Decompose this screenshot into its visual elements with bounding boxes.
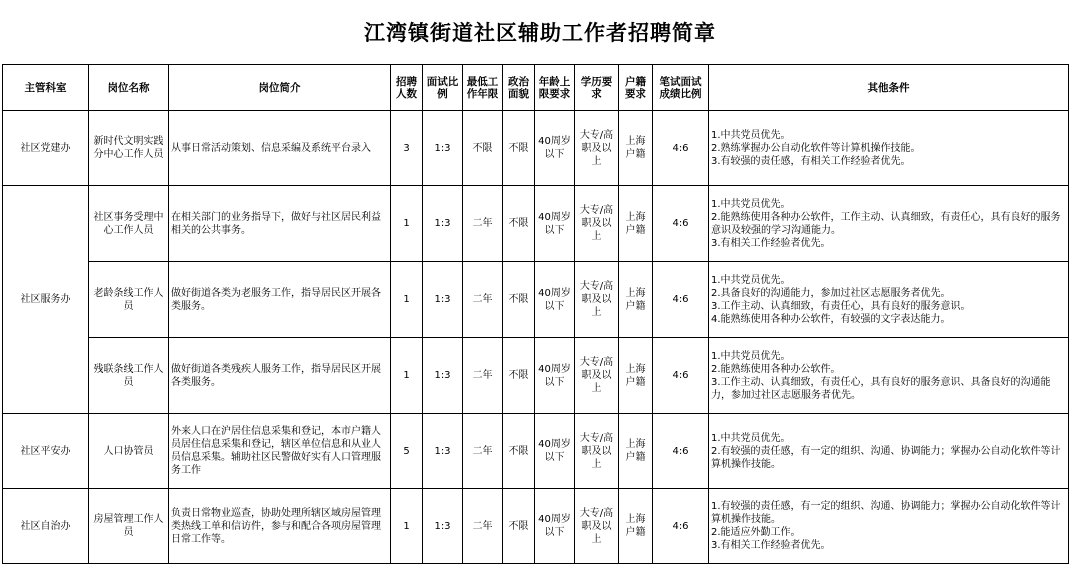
header-score: 笔试面试成绩比例 xyxy=(653,65,709,111)
politics-cell: 不限 xyxy=(503,262,535,338)
hukou-cell: 上海户籍 xyxy=(619,414,653,489)
table-row xyxy=(3,414,1069,489)
condition-line: 3.工作主动、认真细致，有责任心，具有良好的服务意识。 xyxy=(711,300,971,312)
header-dept: 主管科室 xyxy=(3,65,89,111)
condition-line: 3.有相关工作经验者优先。 xyxy=(711,540,831,551)
conditions-cell xyxy=(709,338,1069,414)
dept-cell: 社区党建办 xyxy=(3,111,89,186)
conditions-cell xyxy=(709,414,1069,489)
header-other: 其他条件 xyxy=(709,65,1069,111)
condition-line: 1.中共党员优先。 xyxy=(711,350,791,362)
conditions-cell xyxy=(709,111,1069,186)
count-cell: 5 xyxy=(391,414,423,489)
hukou-cell: 上海户籍 xyxy=(619,186,653,262)
edu-cell: 大专/高职及以上 xyxy=(575,262,619,338)
hukou-cell: 上海户籍 xyxy=(619,489,653,564)
header-years: 最低工作年限 xyxy=(463,65,503,111)
post-cell: 社区事务受理中心工作人员 xyxy=(89,186,169,262)
score-cell: 4:6 xyxy=(653,338,709,414)
condition-line: 3.有较强的责任感，有相关工作经验者优先。 xyxy=(711,155,911,167)
condition-line: 2.能熟练使用各种办公软件，工作主动、认真细致，有责任心，具有良好的服务意识及较强的学习沟通能力。 xyxy=(711,211,1061,236)
ratio-cell: 1:3 xyxy=(423,111,463,186)
score-cell: 4:6 xyxy=(653,186,709,262)
years-cell: 二年 xyxy=(463,262,503,338)
intro-cell: 负责日常物业巡查，协助处理所辖区域房屋管理类热线工单和信访件，参与和配合各项房屋管理日常工作等。 xyxy=(169,489,391,564)
condition-line: 1.中共党员优先。 xyxy=(711,432,791,444)
condition-line: 3.工作主动、认真细致，有责任心，具有良好的服务意识、具备良好的沟通能力，参加过社区志愿服务者优先。 xyxy=(711,376,1051,401)
score-cell: 4:6 xyxy=(653,111,709,186)
years-cell: 二年 xyxy=(463,414,503,489)
page-title: 江湾镇街道社区辅助工作者招聘简章 xyxy=(364,20,716,45)
edu-cell: 大专/高职及以上 xyxy=(575,111,619,186)
conditions-cell xyxy=(709,489,1069,564)
score-cell: 4:6 xyxy=(653,262,709,338)
count-cell: 1 xyxy=(391,186,423,262)
table-row xyxy=(3,489,1069,564)
header-hukou: 户籍要求 xyxy=(619,65,653,111)
table-row xyxy=(3,111,1069,186)
condition-line: 1.有较强的责任感，有一定的组织、沟通、协调能力；掌握办公自动化软件等计算机操作技能。 xyxy=(711,501,1061,525)
post-cell: 新时代文明实践分中心工作人员 xyxy=(89,111,169,186)
conditions-cell xyxy=(709,186,1069,262)
condition-line: 3.有相关工作经验者优先。 xyxy=(711,237,831,249)
condition-line: 1.中共党员优先。 xyxy=(711,129,791,141)
condition-line: 2.熟练掌握办公自动化软件等计算机操作技能。 xyxy=(711,142,921,154)
header-post: 岗位名称 xyxy=(89,65,169,111)
age-cell: 40周岁以下 xyxy=(535,262,575,338)
post-cell: 老龄条线工作人员 xyxy=(89,262,169,338)
politics-cell: 不限 xyxy=(503,489,535,564)
edu-cell: 大专/高职及以上 xyxy=(575,338,619,414)
intro-cell: 在相关部门的业务指导下，做好与社区居民利益相关的公共事务。 xyxy=(169,186,391,262)
dept-cell: 社区服务办 xyxy=(3,186,89,414)
conditions-cell xyxy=(709,262,1069,338)
header-politics: 政治面貌 xyxy=(503,65,535,111)
header-age: 年龄上限要求 xyxy=(535,65,575,111)
intro-cell: 从事日常活动策划、信息采编及系统平台录入 xyxy=(169,111,391,186)
score-cell: 4:6 xyxy=(653,414,709,489)
header-intro: 岗位简介 xyxy=(169,65,391,111)
age-cell: 40周岁以下 xyxy=(535,489,575,564)
count-cell: 1 xyxy=(391,262,423,338)
intro-cell: 做好街道各类残疾人服务工作，指导居民区开展各类服务。 xyxy=(169,338,391,414)
header-row xyxy=(3,65,1069,111)
recruitment-table xyxy=(2,64,1069,564)
hukou-cell: 上海户籍 xyxy=(619,262,653,338)
edu-cell: 大专/高职及以上 xyxy=(575,414,619,489)
table-row xyxy=(3,338,1069,414)
years-cell: 二年 xyxy=(463,489,503,564)
post-cell: 人口协管员 xyxy=(89,414,169,489)
politics-cell: 不限 xyxy=(503,111,535,186)
dept-cell: 社区自治办 xyxy=(3,489,89,564)
politics-cell: 不限 xyxy=(503,186,535,262)
condition-line: 2.有较强的责任感，有一定的组织、沟通、协调能力；掌握办公自动化软件等计算机操作技能。 xyxy=(711,445,1061,470)
hukou-cell: 上海户籍 xyxy=(619,111,653,186)
header-ratio: 面试比例 xyxy=(423,65,463,111)
age-cell: 40周岁以下 xyxy=(535,338,575,414)
count-cell: 3 xyxy=(391,111,423,186)
ratio-cell: 1:3 xyxy=(423,262,463,338)
edu-cell: 大专/高职及以上 xyxy=(575,489,619,564)
header-edu: 学历要求 xyxy=(575,65,619,111)
ratio-cell: 1:3 xyxy=(423,186,463,262)
years-cell: 二年 xyxy=(463,186,503,262)
condition-line: 2.能熟练使用各种办公软件。 xyxy=(711,363,841,375)
politics-cell: 不限 xyxy=(503,414,535,489)
age-cell: 40周岁以下 xyxy=(535,111,575,186)
hukou-cell: 上海户籍 xyxy=(619,338,653,414)
intro-cell: 外来人口在沪居住信息采集和登记，本市户籍人员居住信息采集和登记，辖区单位信息和从业人员信息采集。辅助社区民警做好实有人口管理服务工作 xyxy=(169,414,391,489)
score-cell: 4:6 xyxy=(653,489,709,564)
condition-line: 2.能适应外勤工作。 xyxy=(711,527,801,538)
header-count: 招聘人数 xyxy=(391,65,423,111)
ratio-cell: 1:3 xyxy=(423,414,463,489)
age-cell: 40周岁以下 xyxy=(535,186,575,262)
condition-line: 1.中共党员优先。 xyxy=(711,274,791,286)
table-row xyxy=(3,186,1069,262)
edu-cell: 大专/高职及以上 xyxy=(575,186,619,262)
intro-cell: 做好街道各类为老服务工作，指导居民区开展各类服务。 xyxy=(169,262,391,338)
age-cell: 40周岁以下 xyxy=(535,414,575,489)
years-cell: 二年 xyxy=(463,338,503,414)
politics-cell: 不限 xyxy=(503,338,535,414)
condition-line: 1.中共党员优先。 xyxy=(711,198,791,210)
count-cell: 1 xyxy=(391,338,423,414)
dept-cell: 社区平安办 xyxy=(3,414,89,489)
condition-line: 2.具备良好的沟通能力，参加过社区志愿服务者优先。 xyxy=(711,287,951,299)
post-cell: 房屋管理工作人员 xyxy=(89,489,169,564)
condition-line: 4.能熟练使用各种办公软件，有较强的文字表达能力。 xyxy=(711,313,951,325)
ratio-cell: 1:3 xyxy=(423,489,463,564)
post-cell: 残联条线工作人员 xyxy=(89,338,169,414)
years-cell: 不限 xyxy=(463,111,503,186)
ratio-cell: 1:3 xyxy=(423,338,463,414)
count-cell: 1 xyxy=(391,489,423,564)
table-row xyxy=(3,262,1069,338)
